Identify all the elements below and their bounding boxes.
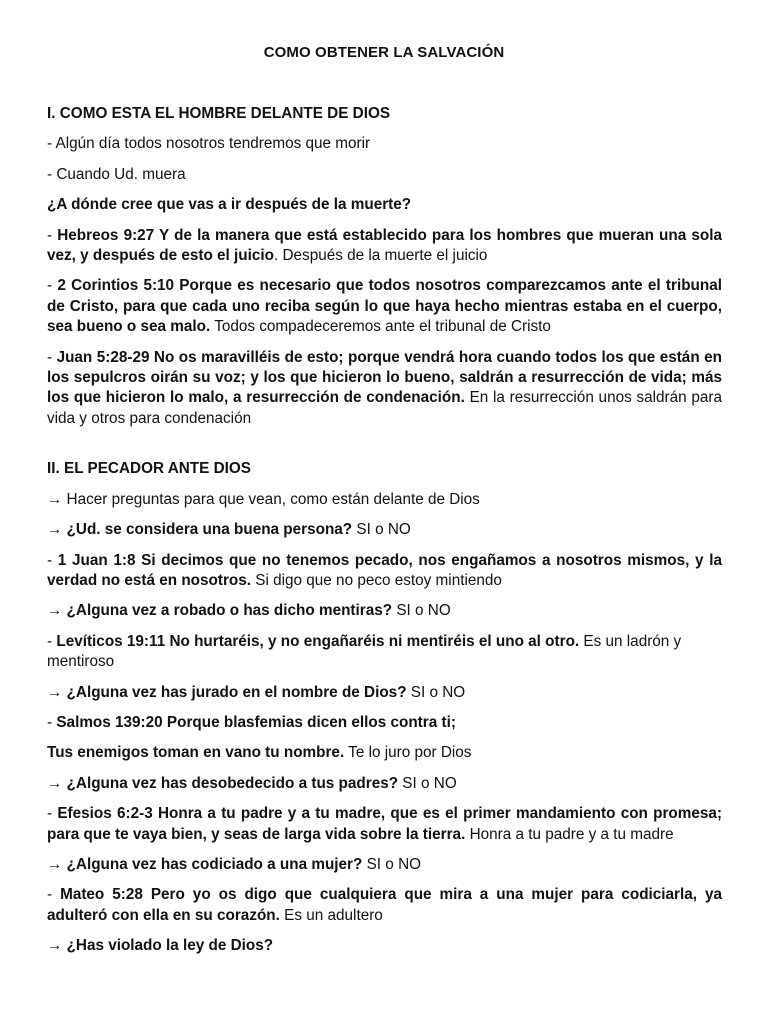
verse-note: En la resurrección unos saldrán para vida y otros para condenación (47, 389, 722, 427)
paragraph-line-1: - Algún día todos nosotros tendremos que morir (47, 135, 371, 153)
section-2-heading: II. EL PECADOR ANTE DIOS (47, 460, 251, 478)
verse-text: 2 Corintios 5:10 Porque es necesario que todos nosotros comparezcamos ante el tribunal de Cristo, para que cada uno reciba según lo que haya hecho mientras estaba en el cuerpo, sea bueno o sea malo. (47, 277, 722, 336)
document-title: COMO OBTENER LA SALVACIÓN (263, 44, 505, 61)
verse-text: Levíticos 19:11 No hurtaréis, y no engañaréis ni mentiréis el uno al otro. (56, 632, 580, 650)
verse-hebreos (47, 226, 722, 267)
verse-salmos-line-1 (47, 713, 722, 733)
question-text: ¿Alguna vez has desobedecido a tus padres? (66, 774, 399, 792)
question-text: ¿Alguna vez has jurado en el nombre de Dios? (66, 683, 407, 701)
verse-efesios (47, 804, 722, 845)
verse-leviticos (47, 632, 722, 673)
verse-1-juan (47, 551, 722, 592)
verse-note: Si digo que no peco estoy mintiendo (251, 571, 502, 589)
answer-options: SI o NO (392, 602, 451, 620)
verse-text: Salmos 139:20 Porque blasfemias dicen ellos contra ti; (56, 713, 456, 731)
verse-prefix: - (47, 348, 57, 366)
verse-prefix: - (47, 713, 57, 731)
verse-note: . Después de la muerte el juicio (274, 247, 488, 265)
verse-text: Hebreos 9:27 Y de la manera que está establecido para los hombres que mueran una sola vez, y después de esto el juicio (47, 226, 722, 265)
verse-text: Mateo 5:28 Pero yo os digo que cualquiera que mira a una mujer para codiciarla, ya adulteró con ella en su corazón. (47, 886, 722, 924)
arrow-prefix: → (47, 683, 67, 701)
verse-text: Efesios 6:2-3 Honra a tu padre y a tu madre, que es el primer mandamiento con promesa; para que te vaya bien, y seas de larga vida sobre la tierra. (47, 805, 722, 843)
answer-options: SI o NO (406, 683, 466, 701)
verse-prefix: - (47, 632, 57, 650)
verse-mateo (47, 885, 722, 926)
arrow-prefix: → (47, 855, 67, 873)
question-text: ¿Alguna vez a robado o has dicho mentiras? (66, 602, 393, 620)
verse-corintios (47, 276, 722, 337)
verse-salmos-line-2 (47, 743, 722, 763)
verse-note: Todos compadeceremos ante el tribunal de Cristo (210, 318, 551, 336)
verse-prefix: - (47, 886, 61, 904)
answer-options: SI o NO (398, 774, 457, 792)
question-1 (47, 520, 722, 540)
document-body (47, 104, 722, 967)
question-3 (47, 683, 722, 703)
question-5 (47, 855, 722, 875)
verse-note: Te lo juro por Dios (344, 744, 472, 762)
arrow-prefix: → (47, 937, 67, 955)
question-text: ¿Ud. se considera una buena persona? (66, 521, 353, 539)
verse-prefix: - (47, 551, 58, 569)
question-2 (47, 601, 722, 621)
verse-prefix: - (47, 226, 58, 244)
section-1-question: ¿A dónde cree que vas a ir después de la muerte? (47, 196, 412, 214)
verse-note: Es un ladrón y mentiroso (47, 632, 682, 671)
section-spacer (47, 439, 722, 459)
verse-note: Es un adultero (279, 906, 383, 924)
question-text: ¿Has violado la ley de Dios? (66, 937, 274, 955)
paragraph-line-2: - Cuando Ud. muera (47, 165, 186, 183)
section-2-intro: → Hacer preguntas para que vean, como están delante de Dios (47, 490, 480, 508)
answer-options: SI o NO (362, 855, 422, 873)
question-6 (47, 936, 722, 956)
arrow-prefix: → (47, 602, 67, 620)
arrow-prefix: → (47, 521, 67, 539)
question-4 (47, 774, 722, 794)
section-1-heading: I. COMO ESTA EL HOMBRE DELANTE DE DIOS (47, 105, 391, 122)
verse-note: Honra a tu padre y a tu madre (465, 825, 674, 843)
verse-text: 1 Juan 1:8 Si decimos que no tenemos pecado, nos engañamos a nosotros mismos, y la verdad no está en nosotros. (47, 551, 722, 589)
verse-text: Juan 5:28-29 No os maravilléis de esto; porque vendrá hora cuando todos los que están en los sepulcros oirán su voz; y los que hicieron lo bueno, saldrán a resurrección de vida; más los que hicieron lo malo, a resurrección de condenación. (47, 348, 722, 407)
answer-options: SI o NO (352, 521, 411, 539)
question-text: ¿Alguna vez has codiciado a una mujer? (66, 855, 363, 873)
verse-prefix: - (47, 277, 58, 295)
verse-prefix: - (47, 805, 58, 823)
arrow-prefix: → (47, 774, 67, 792)
verse-juan (47, 348, 722, 430)
verse-text: Tus enemigos toman en vano tu nombre. (47, 744, 345, 762)
